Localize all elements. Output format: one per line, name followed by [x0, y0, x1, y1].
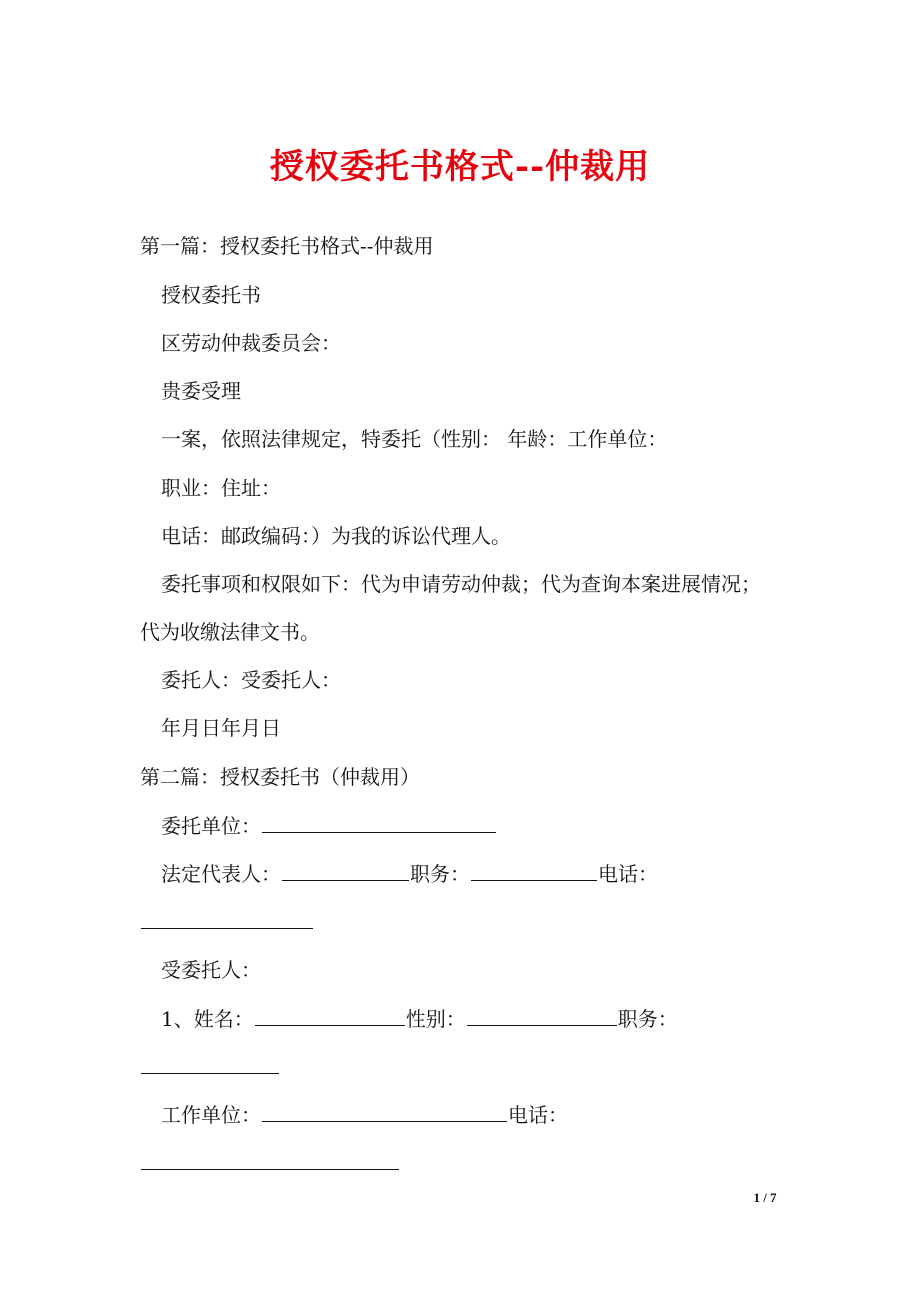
paragraph-line: 委托人：受委托人：	[161, 668, 341, 692]
delegating-unit-field[interactable]	[262, 811, 496, 833]
trustee-phone-field[interactable]	[141, 1148, 399, 1170]
paragraph-line: 贵委受理	[161, 379, 241, 403]
delegating-unit-label: 委托单位：	[161, 814, 261, 838]
legal-rep-phone-field[interactable]	[141, 907, 313, 929]
section-heading-2: 第二篇：授权委托书（仲裁用）	[140, 765, 420, 789]
form-row-work-unit	[161, 1100, 568, 1129]
legal-rep-label: 法定代表人：	[161, 862, 281, 886]
work-unit-field[interactable]	[262, 1100, 507, 1122]
form-row-delegating-unit	[161, 811, 497, 840]
name-label: 1、姓名：	[161, 1007, 254, 1031]
section-heading-1: 第一篇：授权委托书格式--仲裁用	[140, 234, 434, 258]
paragraph-line: 授权委托书	[161, 283, 261, 307]
work-unit-label: 工作单位：	[161, 1103, 261, 1127]
trustee-phone-label: 电话：	[508, 1103, 568, 1127]
paragraph-line: 一案，依照法律规定，特委托（性别： 年龄：工作单位：	[161, 427, 668, 451]
form-row-phone-continued	[140, 907, 314, 936]
form-row-position-continued	[140, 1052, 280, 1081]
paragraph-line: 委托事项和权限如下：代为申请劳动仲裁；代为查询本案进展情况；	[161, 572, 761, 596]
form-row-trustee-name	[161, 1004, 678, 1033]
form-row-legal-representative	[161, 859, 658, 888]
trustee-position-field[interactable]	[141, 1052, 279, 1074]
paragraph-line: 代为收缴法律文书。	[140, 620, 320, 644]
phone-label: 电话：	[598, 862, 658, 886]
gender-label: 性别：	[405, 1007, 466, 1031]
paragraph-line: 年月日年月日	[161, 716, 281, 740]
name-field[interactable]	[255, 1004, 405, 1026]
document-title: 授权委托书格式--仲裁用	[269, 147, 651, 187]
paragraph-line: 电话：邮政编码：）为我的诉讼代理人。	[161, 524, 511, 548]
trustee-position-label: 职务：	[617, 1007, 678, 1031]
page-indicator: 1 / 7	[753, 1190, 777, 1205]
position-field[interactable]	[471, 859, 597, 881]
position-label: 职务：	[410, 862, 470, 886]
legal-rep-field[interactable]	[282, 859, 409, 881]
paragraph-line: 职业：住址：	[161, 476, 281, 500]
trustee-label: 受委托人：	[161, 958, 261, 982]
form-row-trustee-phone-continued	[140, 1148, 400, 1177]
gender-field[interactable]	[467, 1004, 617, 1026]
paragraph-line: 区劳动仲裁委员会：	[161, 331, 341, 355]
